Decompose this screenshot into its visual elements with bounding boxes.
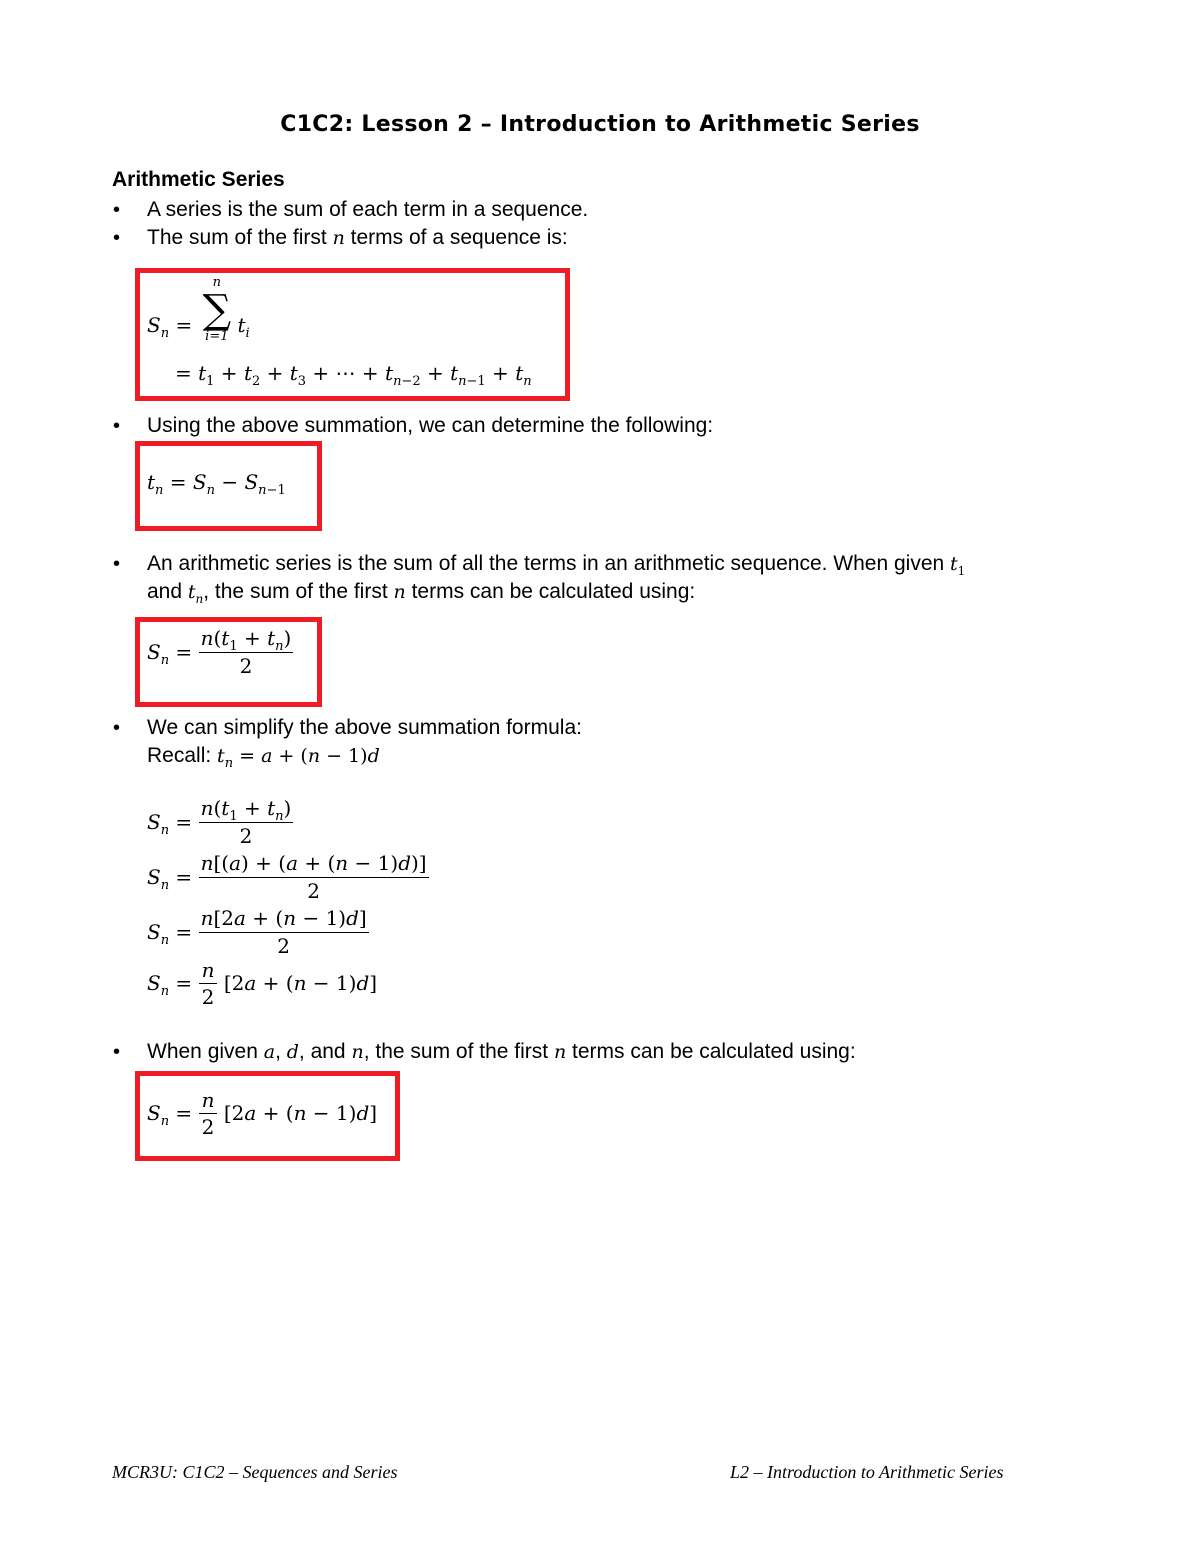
footer-right: L2 – Introduction to Arithmetic Series [730, 1462, 1004, 1482]
derivation-step-3: $S_n$ = $\frac{n[2a + (n - 1)d]}{2}$ [147, 906, 367, 958]
bullet-marker [113, 721, 127, 735]
formula-term-from-sums: $t_n = S_n - S_{n-1}$ [147, 470, 286, 498]
footer-left: MCR3U: C1C2 – Sequences and Series [112, 1462, 398, 1482]
formula-sum-definition-line2: = $t_1 + t_2 + t_3$ + ⋯ + $t_{n-2} + t_{n-1} + t_n$ [175, 361, 532, 389]
bullet-text-4: An arithmetic series is the sum of all the terms in an arithmetic sequence. When given $t_1$ [147, 552, 966, 579]
formula-sum-definition-line1: $S_n$ = n ∑ i=1 $t_i$ [147, 275, 250, 344]
derivation-step-1: $S_n$ = $\frac{n(t_1 + t_n)}{2}$ [147, 796, 292, 848]
bullet-marker [113, 1045, 127, 1059]
bullet-marker [113, 203, 127, 217]
bullet-text-3: Using the above summation, we can determine the following: [147, 414, 714, 437]
bullet-text-4-cont: and $t_n$, the sum of the first n terms can be calculated using: [147, 580, 696, 607]
derivation-step-2: $S_n$ = $\frac{n[(a) + (a + (n - 1)d)]}{2}$ [147, 851, 427, 903]
recall-label: Recall: [147, 744, 212, 767]
formula-sum-first-last: $S_n$ = $\frac{n(t_1 + t_n)}{2}$ [147, 626, 292, 678]
bullet-text-1: A series is the sum of each term in a sequence. [147, 198, 589, 221]
bullet-marker [113, 231, 127, 245]
bullet-text-5: We can simplify the above summation formula: [147, 716, 582, 739]
bullet-marker [113, 419, 127, 433]
bullet-text-2: The sum of the first n terms of a sequence is: [147, 226, 568, 249]
bullet-text-6: When given a, d, and n, the sum of the first n terms can be calculated using: [147, 1040, 856, 1063]
page-title: C1C2: Lesson 2 – Introduction to Arithmetic Series [280, 112, 920, 137]
formula-sum-a-d-n: $S_n$ = $\frac{n}{2}$ [2a + (n − 1)d] [147, 1088, 378, 1139]
recall-line: Recall: $t_n = a + (n - 1)d$ [147, 744, 380, 771]
bullet-marker [113, 557, 127, 571]
section-heading: Arithmetic Series [112, 168, 285, 191]
derivation-step-4: $S_n$ = $\frac{n}{2}$ [2a + (n − 1)d] [147, 958, 378, 1009]
